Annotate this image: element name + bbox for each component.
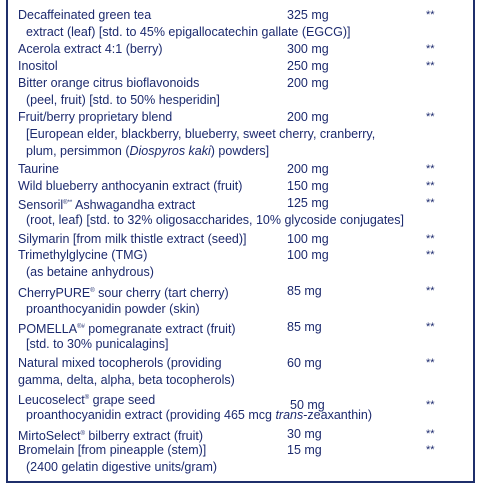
ingredient-detail: gamma, delta, alpha, beta tocopherols) <box>18 373 235 387</box>
ingredient-amount: 30 mg <box>287 427 322 441</box>
ingredient-detail: extract (leaf) [std. to 45% epigallocatechin gallate (EGCG)] <box>26 25 351 39</box>
ingredient-amount: 85 mg <box>287 284 322 298</box>
ingredient-detail: (root, leaf) [std. to 32% oligosaccharides, 10% glycoside conjugates] <box>26 213 404 227</box>
ingredient-detail: (as betaine anhydrous) <box>26 265 154 279</box>
trademark-symbol: ®** <box>63 200 73 206</box>
ingredient-name: Decaffeinated green tea <box>18 8 152 22</box>
ingredient-name: Silymarin [from milk thistle extract (seed)] <box>18 232 247 246</box>
ingredient-name: Wild blueberry anthocyanin extract (fruit) <box>18 179 243 193</box>
daily-value-mark: ** <box>426 60 435 72</box>
ingredient-amount: 100 mg <box>287 248 329 262</box>
daily-value-mark: ** <box>426 9 435 21</box>
ingredient-amount: 150 mg <box>287 179 329 193</box>
ingredient-name: Inositol <box>18 59 58 73</box>
ingredient-amount: 50 mg <box>290 398 325 412</box>
trademark-symbol: ®# <box>77 324 85 330</box>
ingredient-amount: 200 mg <box>287 110 329 124</box>
ingredient-name: Taurine <box>18 162 59 176</box>
brand-name: CherryPURE <box>18 286 91 300</box>
ingredient-detail: (2400 gelatin digestive units/gram) <box>26 460 218 474</box>
ingredient-name <box>18 284 229 301</box>
ingredient-name: Fruit/berry proprietary blend <box>18 110 173 124</box>
ingredient-name: Acerola extract 4:1 (berry) <box>18 42 163 56</box>
ingredient-text: grape seed <box>89 393 156 407</box>
ingredient-detail: (peel, fruit) [std. to 50% hesperidin] <box>26 93 220 107</box>
daily-value-mark: ** <box>426 197 435 209</box>
ingredient-amount: 100 mg <box>287 232 329 246</box>
detail-text: ) powders] <box>210 144 270 158</box>
detail-text: plum, persimmon ( <box>26 144 130 158</box>
ingredient-detail: [std. to 30% punicalagins] <box>26 337 169 351</box>
daily-value-mark: ** <box>426 163 435 175</box>
trademark-symbol: ® <box>90 288 95 294</box>
ingredient-name: Bromelain [from pineapple (stem)] <box>18 443 207 457</box>
brand-name: Sensoril <box>18 198 64 212</box>
daily-value-mark: ** <box>426 43 435 55</box>
ingredient-amount: 85 mg <box>287 320 322 334</box>
daily-value-mark: ** <box>426 444 435 456</box>
ingredient-amount: 250 mg <box>287 59 329 73</box>
ingredient-text: pomegranate extract (fruit) <box>84 322 236 336</box>
ingredient-amount: 325 mg <box>287 8 329 22</box>
ingredient-text: bilberry extract (fruit) <box>84 429 204 443</box>
ingredient-detail <box>26 144 269 159</box>
daily-value-mark: ** <box>426 180 435 192</box>
brand-name: POMELLA <box>18 322 78 336</box>
trademark-symbol: ® <box>84 395 90 401</box>
ingredient-amount: 200 mg <box>287 76 329 90</box>
ingredient-text: Ashwagandha extract <box>72 198 196 212</box>
ingredient-detail: proanthocyanidin powder (skin) <box>26 302 200 316</box>
ingredient-amount: 15 mg <box>287 443 322 457</box>
italic-term: trans <box>275 408 304 422</box>
ingredient-name: Bitter orange citrus bioflavonoids <box>18 76 200 90</box>
daily-value-mark: ** <box>426 111 435 123</box>
daily-value-mark: ** <box>426 233 435 245</box>
daily-value-mark: ** <box>426 357 435 369</box>
detail-text: proanthocyanidin extract (providing 465 mcg <box>26 408 276 422</box>
detail-text: -zeaxanthin) <box>303 408 373 422</box>
ingredient-amount: 60 mg <box>287 356 322 370</box>
botanical-name: Diospyros kaki <box>129 144 211 158</box>
ingredient-amount: 200 mg <box>287 162 329 176</box>
ingredient-amount: 300 mg <box>287 42 329 56</box>
trademark-symbol: ® <box>80 431 85 437</box>
ingredient-name <box>18 427 203 444</box>
ingredient-text: sour cherry (tart cherry) <box>94 286 229 300</box>
ingredient-name: Trimethylglycine (TMG) <box>18 248 148 262</box>
daily-value-mark: ** <box>426 285 435 297</box>
brand-name: MirtoSelect <box>18 429 81 443</box>
ingredient-name: Natural mixed tocopherols (providing <box>18 356 222 370</box>
ingredient-detail: [European elder, blackberry, blueberry, sweet cherry, cranberry, <box>26 127 376 141</box>
ingredient-name <box>18 320 236 337</box>
ingredient-name <box>18 391 155 408</box>
ingredient-detail <box>26 408 372 423</box>
daily-value-mark: ** <box>426 399 435 411</box>
ingredient-name <box>18 196 195 213</box>
daily-value-mark: ** <box>426 249 435 261</box>
daily-value-mark: ** <box>426 321 435 333</box>
brand-name: Leucoselect <box>18 393 85 407</box>
ingredient-amount: 125 mg <box>287 196 329 210</box>
daily-value-mark: ** <box>426 428 435 440</box>
